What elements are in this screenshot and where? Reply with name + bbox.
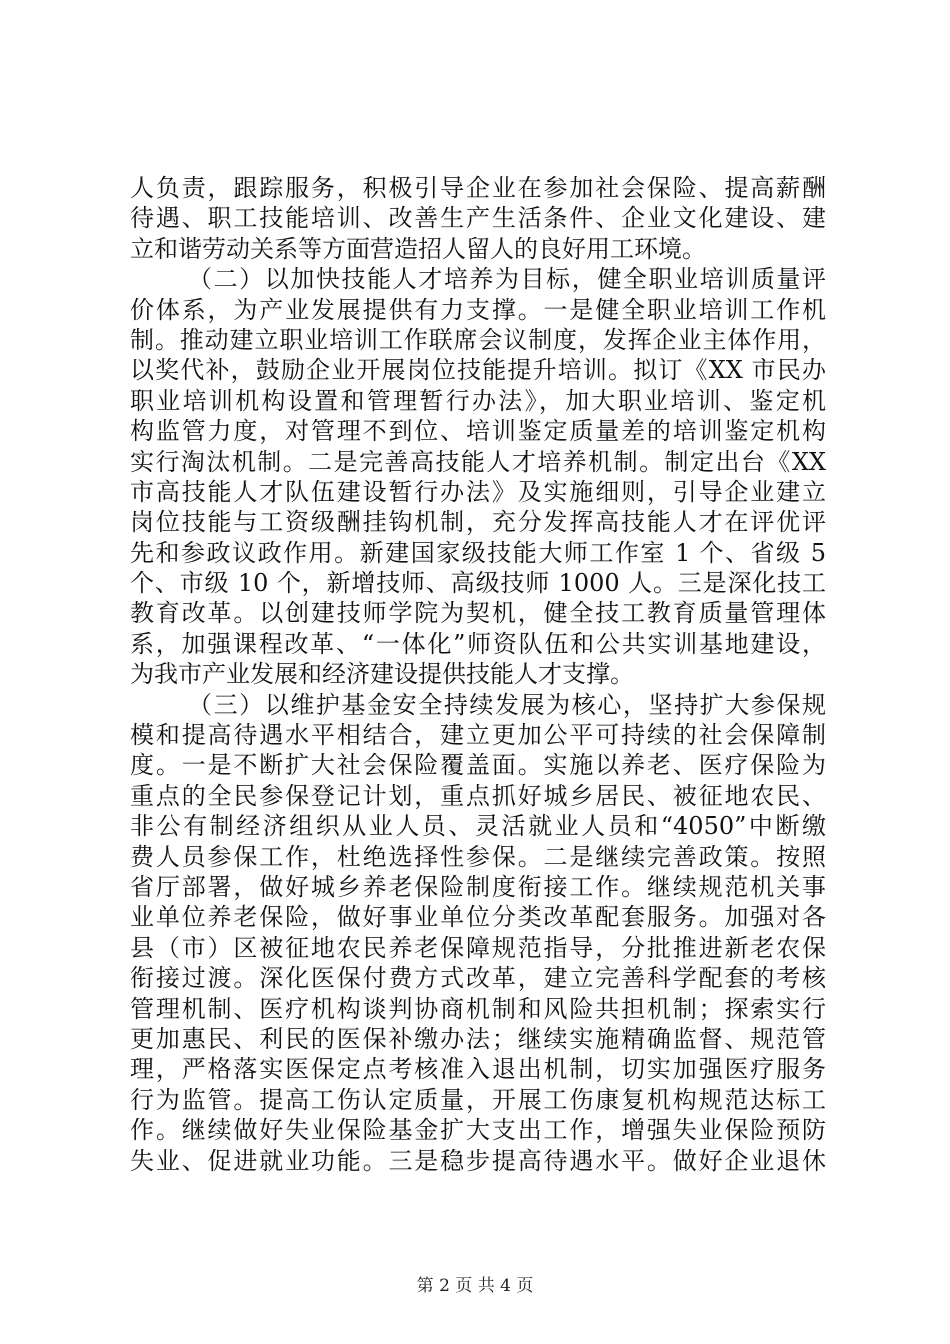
text-line: 模和提高待遇水平相结合，建立更加公平可持续的社会保障制	[130, 721, 826, 750]
text-line: 立和谐劳动关系等方面营造招人留人的良好用工环境。	[130, 234, 706, 263]
text-line: 为我市产业发展和经济建设提供技能人才支撑。	[130, 660, 634, 689]
text-line: 作。继续做好失业保险基金扩大支出工作，增强失业保险预防	[130, 1116, 826, 1145]
text-line: 教育改革。以创建技师学院为契机，健全技工教育质量管理体	[130, 599, 826, 628]
text-line: 职业培训机构设置和管理暂行办法》，加大职业培训、鉴定机	[130, 386, 826, 415]
text-line: 构监管力度，对管理不到位、培训鉴定质量差的培训鉴定机构	[130, 417, 826, 446]
text-line: 人负责，跟踪服务，积极引导企业在参加社会保险、提高薪酬	[130, 174, 826, 202]
text-line: 行为监管。提高工伤认定质量，开展工伤康复机构规范达标工	[130, 1085, 826, 1114]
text-line: 更加惠民、利民的医保补缴办法；继续实施精确监督、规范管	[130, 1024, 826, 1053]
page-footer: 第 2 页 共 4 页	[416, 1276, 534, 1296]
text-line: 岗位技能与工资级酬挂钩机制，充分发挥高技能人才在评优评	[130, 508, 826, 537]
text-line: 业单位养老保险，做好事业单位分类改革配套服务。加强对各	[130, 903, 826, 932]
text-line: 非公有制经济组织从业人员、灵活就业人员和“4050”中断缴	[130, 812, 826, 841]
document-body	[130, 173, 826, 1176]
text-line: 系，加强课程改革、“一体化”师资队伍和公共实训基地建设，	[130, 629, 826, 658]
text-line: 先和参政议政作用。新建国家级技能大师工作室 1 个、省级 5	[130, 538, 826, 567]
text-line: 失业、促进就业功能。三是稳步提高待遇水平。做好企业退休	[130, 1146, 826, 1175]
text-line: （二）以加快技能人才培养为目标，健全职业培训质量评	[188, 265, 826, 294]
text-line: 价体系，为产业发展提供有力支撑。一是健全职业培训工作机	[130, 295, 826, 324]
text-line: 县（市）区被征地农民养老保障规范指导，分批推进新老农保	[130, 933, 826, 962]
text-line: 待遇、职工技能培训、改善生产生活条件、企业文化建设、建	[130, 204, 826, 233]
text-line: 重点的全民参保登记计划，重点抓好城乡居民、被征地农民、	[130, 781, 826, 810]
text-line: 管理机制、医疗机构谈判协商机制和风险共担机制；探索实行	[130, 994, 826, 1023]
text-line: 实行淘汰机制。二是完善高技能人才培养机制。制定出台《XX	[130, 447, 826, 476]
text-line: （三）以维护基金安全持续发展为核心，坚持扩大参保规	[188, 690, 826, 719]
text-line: 费人员参保工作，杜绝选择性参保。二是继续完善政策。按照	[130, 842, 826, 871]
text-line: 度。一是不断扩大社会保险覆盖面。实施以养老、医疗保险为	[130, 751, 826, 780]
text-line: 以奖代补，鼓励企业开展岗位技能提升培训。拟订《XX 市民办	[130, 356, 826, 385]
text-line: 理，严格落实医保定点考核准入退出机制，切实加强医疗服务	[130, 1055, 826, 1084]
text-line: 制。推动建立职业培训工作联席会议制度，发挥企业主体作用，	[130, 325, 826, 354]
text-line: 衔接过渡。深化医保付费方式改革，建立完善科学配套的考核	[130, 964, 826, 993]
text-line: 个、市级 10 个，新增技师、高级技师 1000 人。三是深化技工	[130, 569, 826, 598]
text-line: 市高技能人才队伍建设暂行办法》及实施细则，引导企业建立	[130, 477, 826, 506]
text-line: 省厅部署，做好城乡养老保险制度衔接工作。继续规范机关事	[130, 872, 826, 901]
